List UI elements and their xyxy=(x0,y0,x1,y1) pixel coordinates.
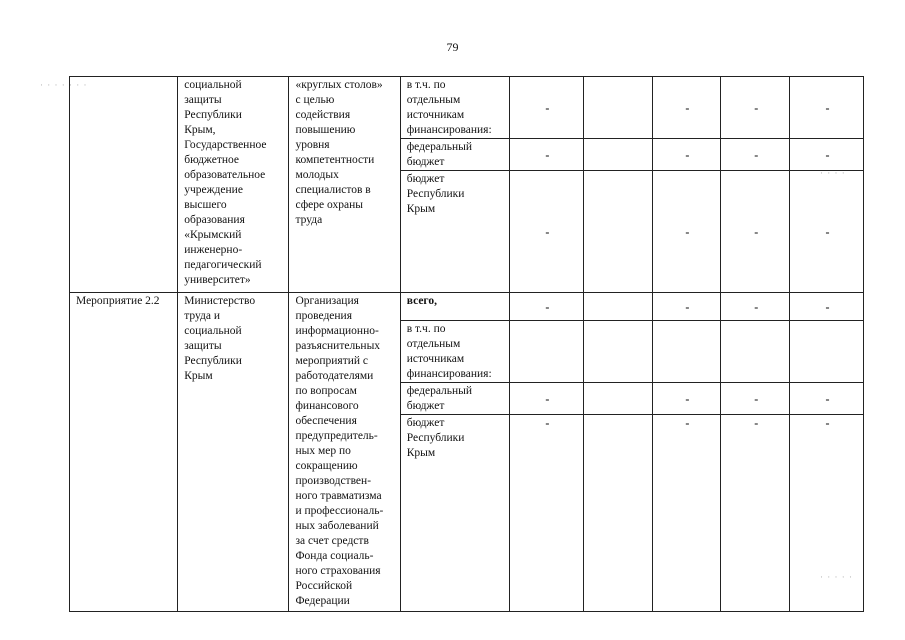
value-cell: - xyxy=(509,415,583,612)
funding-source-cell: федеральный бюджет xyxy=(400,383,509,415)
description-cell: Организация проведения информационно- разъяснительных мероприятий с работодателями по вопросам финансового обеспечения предупредитель- ных мер по сокращению производствен- ного травматизма и профессиональ- ных заболеваний за счет средств Фонда социаль- ного страхования Российской Федерации xyxy=(289,293,400,612)
value-cell xyxy=(509,321,583,383)
value-cell xyxy=(583,415,652,612)
funding-source-cell: в т.ч. по отдельным источникам финансирования: xyxy=(400,321,509,383)
value-cell: - xyxy=(790,383,864,415)
value-cell: - xyxy=(652,77,721,139)
value-cell: - xyxy=(652,293,721,321)
value-cell xyxy=(583,383,652,415)
value-cell xyxy=(583,321,652,383)
funding-source-cell: в т.ч. по отдельным источникам финансирования: xyxy=(400,77,509,139)
value-cell: - xyxy=(652,415,721,612)
funding-source-cell: федеральный бюджет xyxy=(400,139,509,171)
measure-cell: Мероприятие 2.2 xyxy=(70,293,178,612)
financing-table xyxy=(69,76,864,612)
value-cell xyxy=(721,321,790,383)
value-cell: - xyxy=(790,415,864,612)
funding-source-cell: бюджет Республики Крым xyxy=(400,415,509,612)
table-row xyxy=(70,293,864,321)
funding-source-cell: всего, xyxy=(400,293,509,321)
value-cell xyxy=(790,321,864,383)
value-cell xyxy=(583,139,652,171)
value-cell: - xyxy=(790,77,864,139)
scan-noise: · · · · · xyxy=(820,572,853,582)
value-cell: - xyxy=(509,171,583,293)
value-cell: - xyxy=(721,293,790,321)
value-cell: - xyxy=(652,383,721,415)
value-cell: - xyxy=(509,383,583,415)
measure-cell xyxy=(70,77,178,293)
funding-source-cell: бюджет Республики Крым xyxy=(400,171,509,293)
table-row xyxy=(70,77,864,139)
value-cell: - xyxy=(790,171,864,293)
value-cell xyxy=(583,77,652,139)
executor-cell: Министерство труда и социальной защиты Республики Крым xyxy=(178,293,289,612)
page-number: 79 xyxy=(446,40,459,54)
value-cell xyxy=(652,321,721,383)
value-cell: - xyxy=(652,139,721,171)
value-cell: - xyxy=(721,171,790,293)
description-cell: «круглых столов» с целью содействия повышению уровня компетентности молодых специалистов в сфере охраны труда xyxy=(289,77,400,293)
value-cell xyxy=(583,171,652,293)
value-cell: - xyxy=(721,415,790,612)
value-cell: - xyxy=(652,171,721,293)
value-cell: - xyxy=(509,293,583,321)
value-cell: - xyxy=(509,139,583,171)
value-cell xyxy=(583,293,652,321)
value-cell: - xyxy=(509,77,583,139)
value-cell: - xyxy=(790,139,864,171)
executor-cell: социальной защиты Республики Крым, Государственное бюджетное образовательное учреждение высшего образования «Крымский инженерно- педагогический университет» xyxy=(178,77,289,293)
value-cell: - xyxy=(721,77,790,139)
value-cell: - xyxy=(721,139,790,171)
value-cell: - xyxy=(790,293,864,321)
value-cell: - xyxy=(721,383,790,415)
scan-noise: · · · · · · · xyxy=(40,80,88,90)
scan-noise: · · · · xyxy=(820,168,846,178)
